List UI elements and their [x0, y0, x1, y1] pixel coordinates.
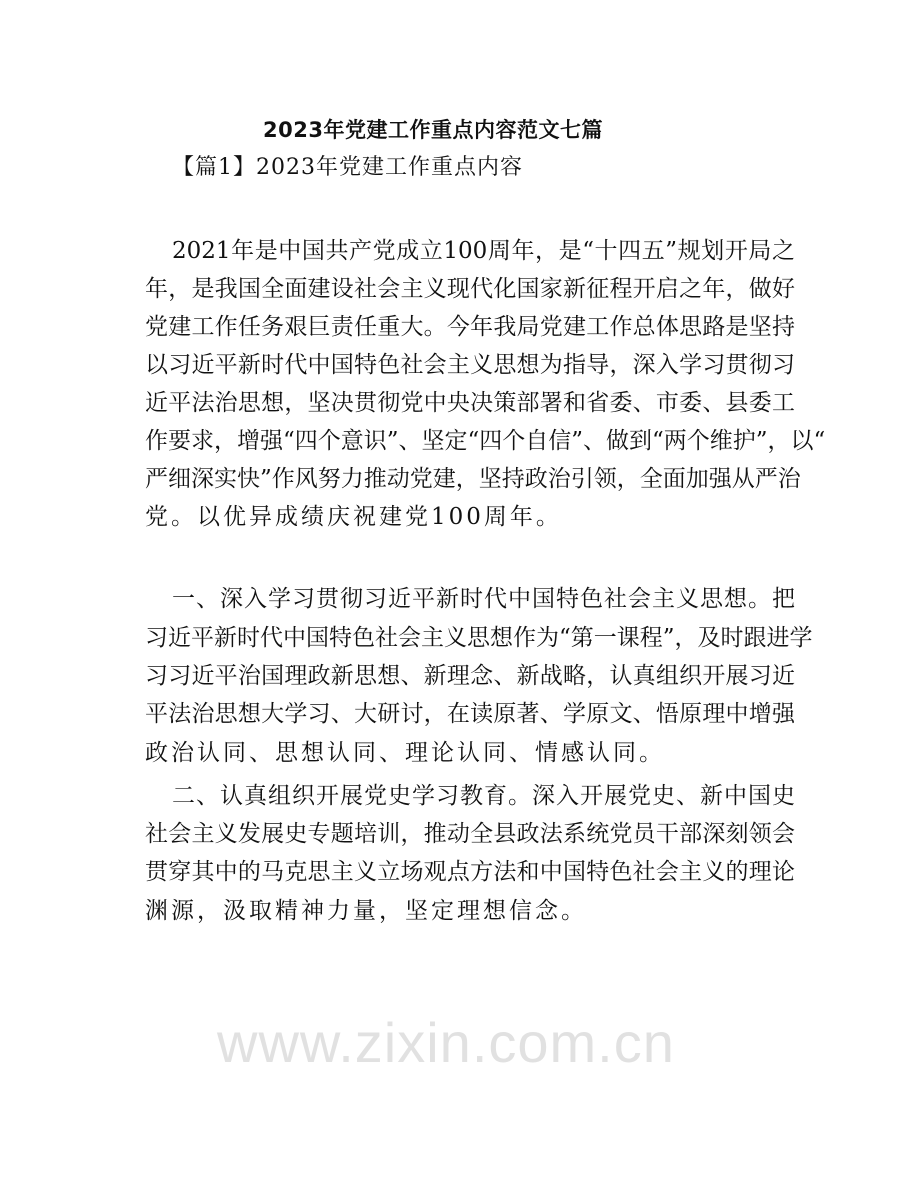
paragraph-line: 作要求，增强“四个意识”、坚定“四个自信”、做到“两个维护”，以“	[145, 428, 826, 454]
paragraph-line: 年，是我国全面建设社会主义现代化国家新征程开启之年，做好	[145, 276, 795, 302]
paragraph-line: 党建工作任务艰巨责任重大。今年我局党建工作总体思路是坚持	[145, 314, 795, 340]
paragraph-line: 一、深入学习贯彻习近平新时代中国特色社会主义思想。把	[172, 586, 795, 612]
paragraph-line: 严细深实快”作风努力推动党建，坚持政治引领，全面加强从严治	[145, 466, 801, 492]
section-heading: 【篇1】2023年党建工作重点内容	[172, 155, 523, 180]
paragraph-line: 渊源，汲取精神力量，坚定理想信念。	[145, 898, 587, 924]
paragraph-line: 社会主义发展史专题培训，推动全县政法系统党员干部深刻领会	[145, 821, 795, 847]
paragraph-line: 习近平新时代中国特色社会主义思想作为“第一课程”，及时跟进学	[145, 625, 813, 651]
paragraph-line: 平法治思想大学习、大研讨，在读原著、学原文、悟原理中增强	[145, 701, 795, 727]
paragraph-line: 二、认真组织开展党史学习教育。深入开展党史、新中国史	[172, 783, 795, 809]
paragraph-line: 以习近平新时代中国特色社会主义思想为指导，深入学习贯彻习	[145, 352, 795, 378]
paragraph-line: 习习近平治国理政新思想、新理念、新战略，认真组织开展习近	[145, 663, 795, 689]
paragraph-line: 2021年是中国共产党成立100周年，是“十四五”规划开局之	[172, 238, 795, 264]
watermark: www.zixin.com.cn	[217, 1011, 675, 1074]
paragraph-line: 贯穿其中的马克思主义立场观点方法和中国特色社会主义的理论	[145, 859, 795, 885]
paragraph-line: 政治认同、思想认同、理论认同、情感认同。	[145, 740, 665, 766]
document-title: 2023年党建工作重点内容范文七篇	[263, 118, 603, 142]
paragraph-line: 党。以优异成绩庆祝建党100周年。	[145, 504, 562, 530]
paragraph-line: 近平法治思想，坚决贯彻党中央决策部署和省委、市委、县委工	[145, 390, 795, 416]
